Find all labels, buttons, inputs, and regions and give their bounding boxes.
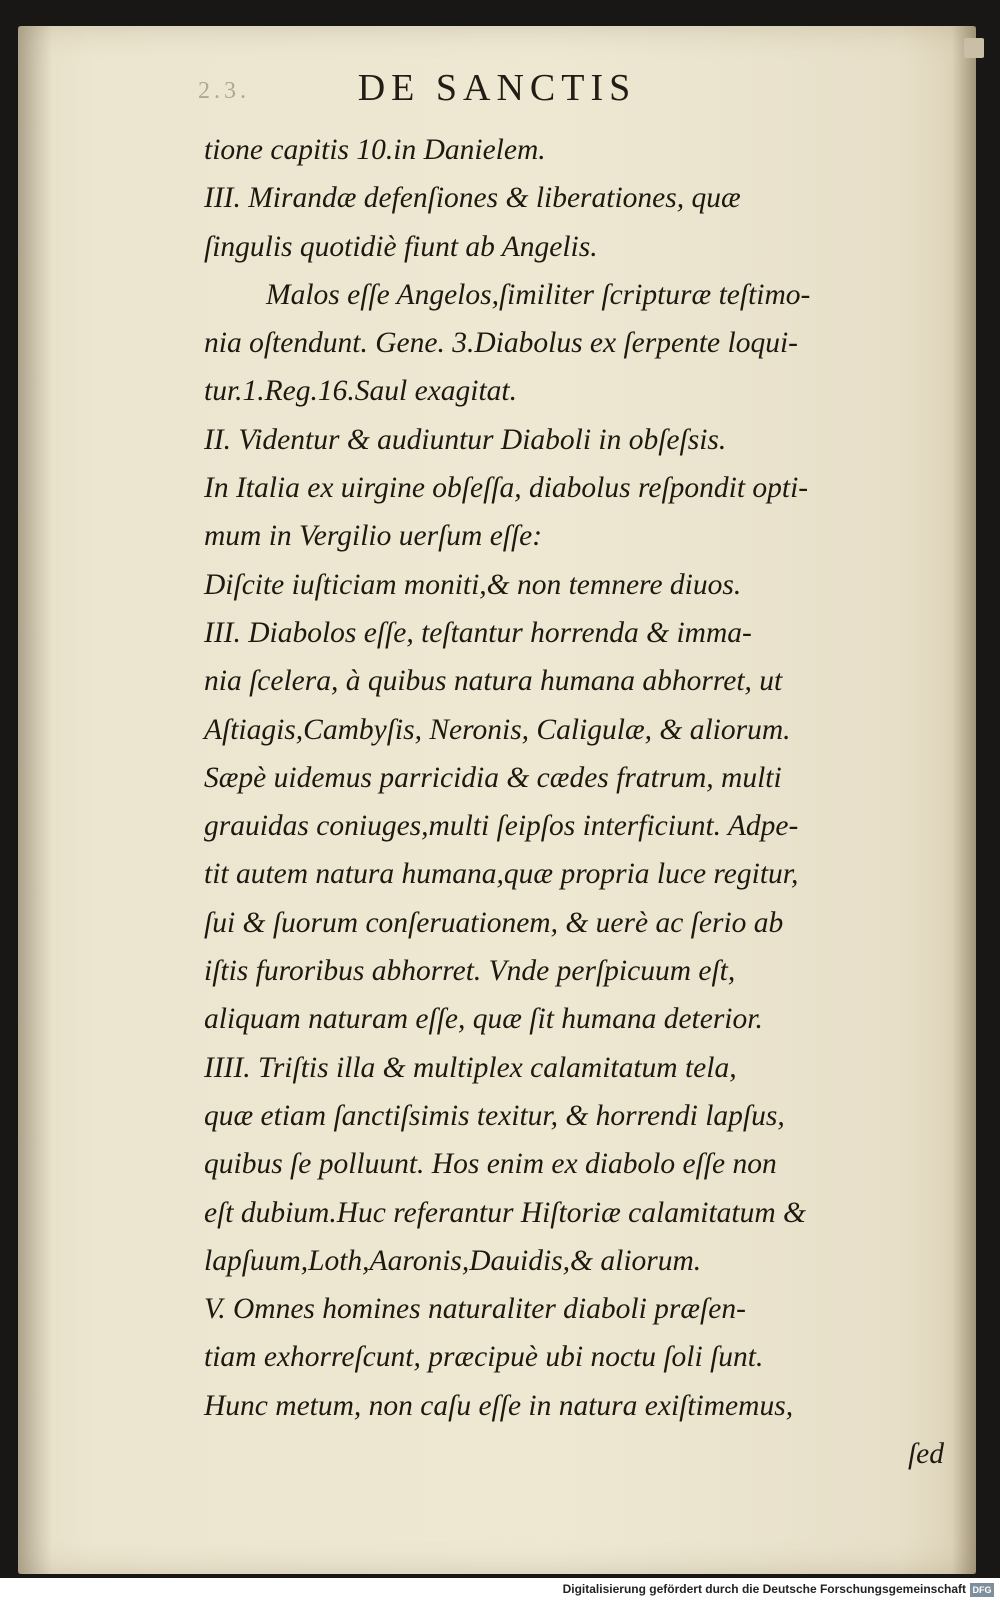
text-line: ſui & ſuorum conſeruationem, & uerè ac ſerio ab: [204, 906, 784, 939]
faint-page-marks: 2.3.: [198, 78, 250, 104]
funding-credit: Digitalisierung gefördert durch die Deutsche Forschungsgemeinschaft: [562, 1582, 966, 1596]
text-line: aliquam naturam eſſe, quæ ſit humana deterior.: [204, 1003, 763, 1036]
running-head: DE SANCTIS: [357, 67, 637, 109]
text-line: grauidas coniuges,multi ſeipſos interficiunt. Adpe-: [204, 810, 799, 843]
text-line: In Italia ex uirgine obſeſſa, diabolus reſpondit opti-: [204, 472, 809, 505]
book-page: [18, 26, 976, 1574]
catchword: ſed: [907, 1438, 944, 1471]
dfg-logo: DFG: [970, 1583, 994, 1597]
text-line: tit autem natura humana,quæ propria luce regitur,: [204, 858, 799, 891]
text-line: III. Diabolos eſſe, teſtantur horrenda & imma-: [204, 616, 752, 649]
text-line: nia ſcelera, à quibus natura humana abhorret, ut: [204, 665, 783, 698]
text-line: Malos eſſe Angelos,ſimiliter ſcripturæ teſtimo-: [266, 278, 811, 311]
text-line: ſingulis quotidiè fiunt ab Angelis.: [204, 230, 598, 263]
text-line: tiam exhorreſcunt, præcipuè ubi noctu ſoli ſunt.: [204, 1341, 764, 1374]
scan-tab-mark: [964, 38, 984, 58]
text-line: Hunc metum, non caſu eſſe in natura exiſtimemus,: [204, 1389, 794, 1422]
text-line: Sæpè uidemus parricidia & cædes fratrum, multi: [204, 761, 782, 794]
text-line: V. Omnes homines naturaliter diaboli præſen-: [204, 1293, 746, 1326]
text-line: iſtis furoribus abhorret. Vnde perſpicuum eſt,: [204, 955, 736, 988]
text-line: eſt dubium.Huc referantur Hiſtoriæ calamitatum &: [204, 1196, 806, 1229]
text-line: II. Videntur & audiuntur Diaboli in obſeſsis.: [204, 423, 727, 456]
digitization-footer: [0, 1578, 1000, 1604]
text-line: Aſtiagis,Cambyſis, Neronis, Caligulæ, & aliorum.: [204, 713, 791, 746]
text-line: quæ etiam ſanctiſsimis texitur, & horrendi lapſus,: [204, 1099, 785, 1132]
text-line: quibus ſe polluunt. Hos enim ex diabolo eſſe non: [204, 1148, 777, 1181]
text-line: tione capitis 10.in Danielem.: [204, 134, 546, 166]
text-line: tur.1.Reg.16.Saul exagitat.: [204, 375, 517, 408]
text-line: nia oſtendunt. Gene. 3.Diabolus ex ſerpente loqui-: [204, 327, 798, 360]
text-line: lapſuum,Loth,Aaronis,Dauidis,& aliorum.: [204, 1244, 702, 1277]
body-text: [204, 126, 964, 1478]
text-line: Diſcite iuſticiam moniti,& non temnere diuos.: [204, 568, 742, 601]
text-line: mum in Vergilio uerſum eſſe:: [204, 520, 543, 553]
page-gutter-shadow: [18, 26, 52, 1574]
text-line: III. Mirandæ defenſiones & liberationes, quæ: [204, 182, 741, 215]
text-line: IIII. Triſtis illa & multiplex calamitatum tela,: [204, 1051, 737, 1084]
